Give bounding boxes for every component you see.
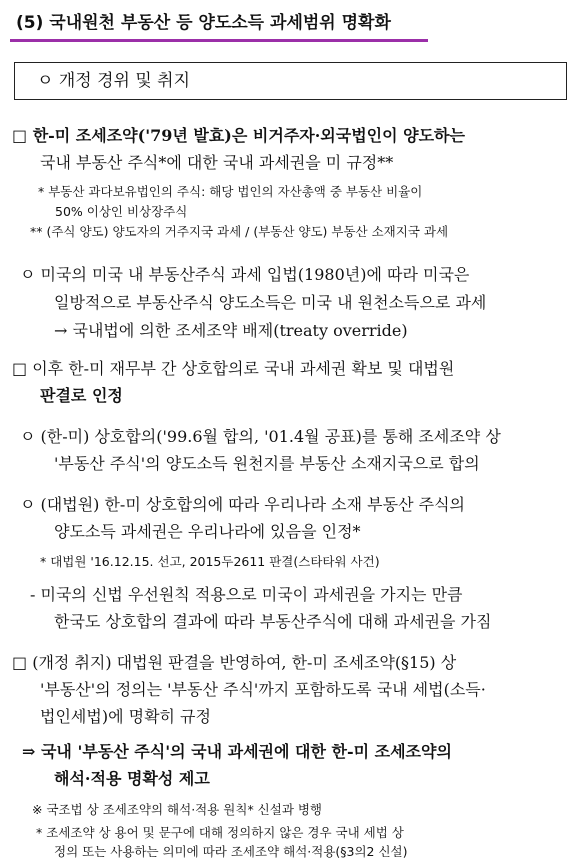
paragraph-line: '부동산'의 정의는 '부동산 주식'까지 포함하도록 국내 세법(소득· bbox=[40, 680, 486, 699]
note-line: ※ 국조법 상 조세조약의 해석·적용 원칙* 신설과 병행 bbox=[32, 802, 323, 817]
footnote-line: 정의 또는 사용하는 의미에 따라 조세조약 해석·적용(§3의2 신설) bbox=[54, 844, 408, 859]
subheading-box bbox=[14, 62, 567, 100]
paragraph-line: 해석·적용 명확성 제고 bbox=[54, 769, 210, 788]
paragraph-line: □ 이후 한-미 재무부 간 상호합의로 국내 과세권 확보 및 대법원 bbox=[12, 359, 455, 378]
paragraph-line: 판결로 인정 bbox=[40, 386, 123, 405]
paragraph-line: 법인세법)에 명확히 규정 bbox=[40, 707, 211, 726]
paragraph-line: 양도소득 과세권은 우리나라에 있음을 인정* bbox=[54, 522, 361, 541]
paragraph-line: ⇒ 국내 '부동산 주식'의 국내 과세권에 대한 한-미 조세조약의 bbox=[22, 742, 452, 761]
paragraph-line: '부동산 주식'의 양도소득 원천지를 부동산 소재지국으로 합의 bbox=[54, 454, 480, 473]
footnote-line: * 조세조약 상 용어 및 문구에 대해 정의하지 않은 경우 국내 세법 상 bbox=[36, 825, 404, 840]
paragraph-line: □ 한-미 조세조약('79년 발효)은 비거주자·외국법인이 양도하는 bbox=[12, 126, 465, 145]
title-underline bbox=[10, 39, 428, 42]
paragraph-line: ㅇ (대법원) 한-미 상호합의에 따라 우리나라 소재 부동산 주식의 bbox=[20, 495, 465, 514]
paragraph-line: ㅇ (한-미) 상호합의('99.6월 합의, '01.4월 공표)를 통해 조세조약 상 bbox=[20, 427, 501, 446]
paragraph-line: → 국내법에 의한 조세조약 배제(treaty override) bbox=[54, 321, 408, 340]
paragraph-line: □ (개정 취지) 대법원 판결을 반영하여, 한-미 조세조약(§15) 상 bbox=[12, 653, 457, 672]
section-title-block bbox=[10, 8, 428, 40]
footnote-line: * 대법원 '16.12.15. 선고, 2015두2611 판결(스타타워 사건) bbox=[40, 554, 380, 569]
paragraph-line: 국내 부동산 주식*에 대한 국내 과세권을 미 규정** bbox=[40, 153, 394, 172]
paragraph-line: 일방적으로 부동산주식 양도소득은 미국 내 원천소득으로 과세 bbox=[54, 293, 487, 312]
footnote-line: * 부동산 과다보유법인의 주식: 해당 법인의 자산총액 중 부동산 비율이 bbox=[38, 184, 423, 199]
paragraph-line: ㅇ 미국의 미국 내 부동산주식 과세 입법(1980년)에 따라 미국은 bbox=[20, 265, 470, 284]
section-title: (5) 국내원천 부동산 등 양도소득 과세범위 명확화 bbox=[16, 13, 391, 33]
paragraph-line: 한국도 상호합의 결과에 따라 부동산주식에 대해 과세권을 가짐 bbox=[54, 612, 492, 631]
subheading: ㅇ 개정 경위 및 취지 bbox=[37, 71, 190, 91]
footnote-line: ** (주식 양도) 양도자의 거주지국 과세 / (부동산 양도) 부동산 소재지국 과세 bbox=[30, 224, 449, 239]
footnote-line: 50% 이상인 비상장주식 bbox=[55, 204, 188, 219]
paragraph-line: - 미국의 신법 우선원칙 적용으로 미국이 과세권을 가지는 만큼 bbox=[30, 585, 463, 604]
